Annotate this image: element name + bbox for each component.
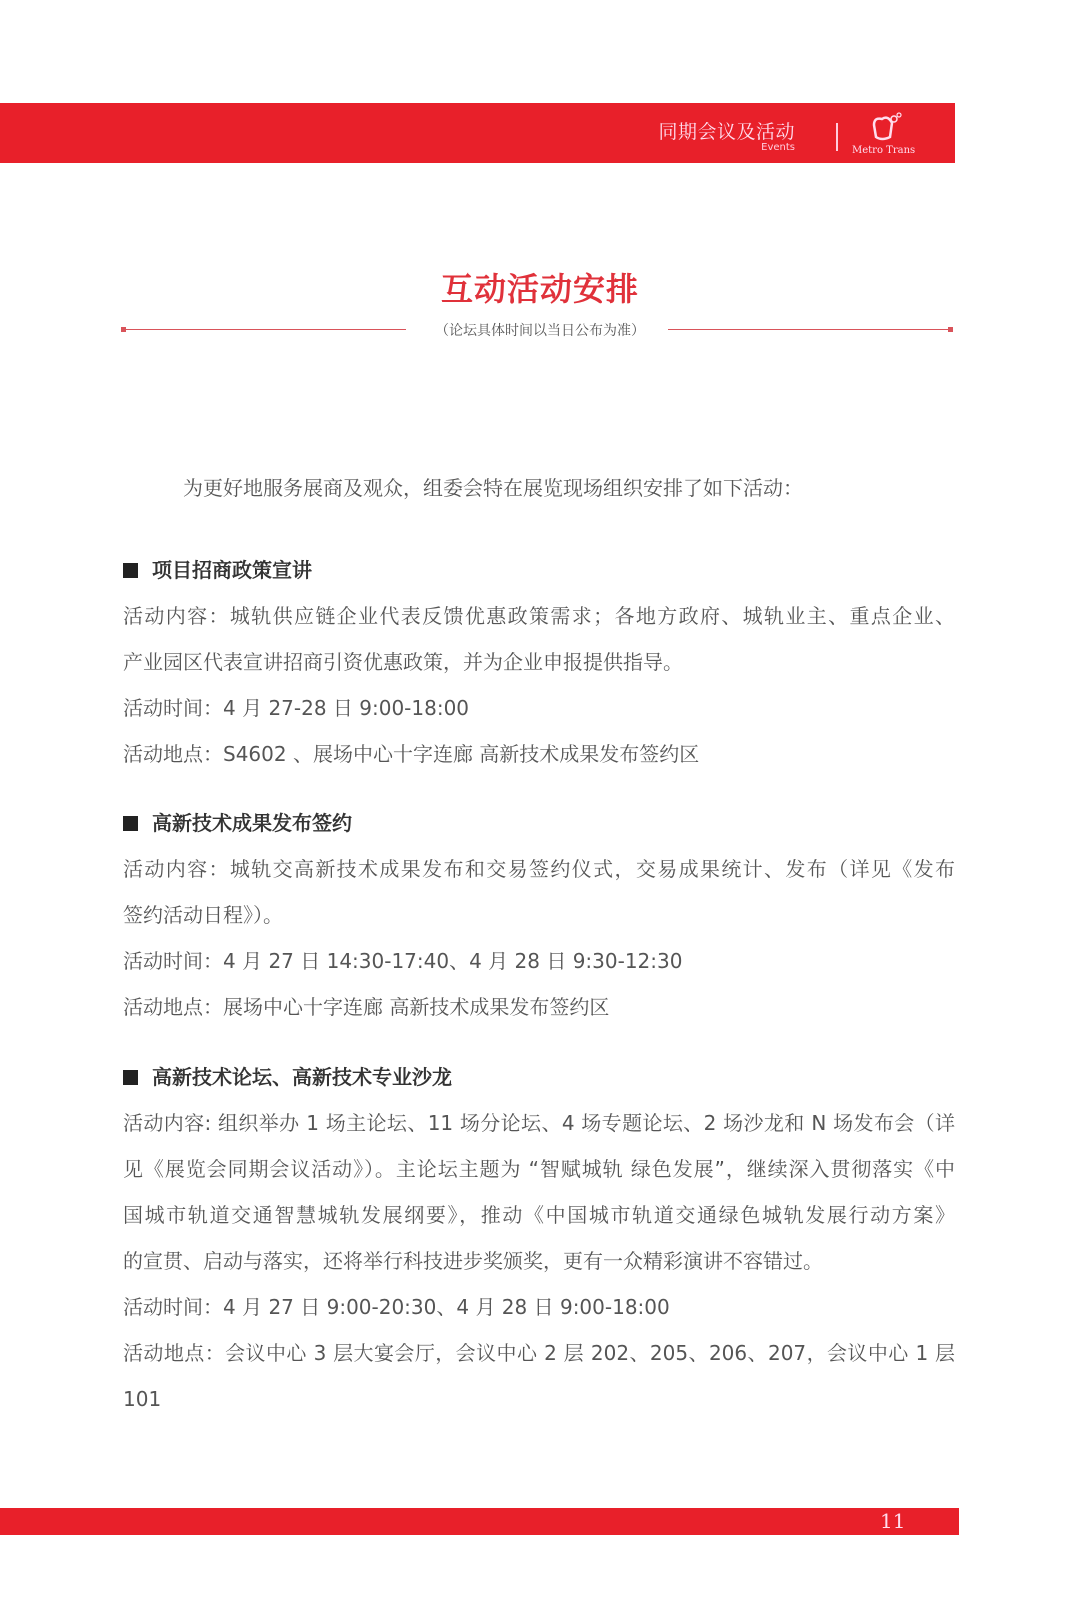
content-line: 国城市轨道交通智慧城轨发展纲要》，推动《中国城市轨道交通绿色城轨发展行动方案》 [123,1203,955,1227]
content-line: 见《展览会同期会议活动》）。主论坛主题为 “智赋城轨 绿色发展”，继续深入贯彻落实《中 [123,1157,955,1181]
page-number: 11 [880,1509,906,1533]
time-line: 活动时间：4 月 27 日 9:00-20:30、4 月 28 日 9:00-18:00 [123,1295,670,1319]
section-heading-text: 高新技术论坛、高新技术专业沙龙 [152,1065,452,1089]
section-title-cn: 同期会议及活动 [658,121,795,143]
section-investment-policy [123,547,955,777]
square-bullet-icon [123,1070,138,1085]
content-line: 活动内容: 组织举办 1 场主论坛、11 场分论坛、4 场专题论坛、2 场沙龙和 N 场发布会（详 [123,1111,955,1135]
intro-text: 为更好地服务展商及观众，组委会特在展览现场组织安排了如下活动： [183,476,803,500]
section-heading-text: 项目招商政策宣讲 [152,558,312,582]
location-line: 活动地点：会议中心 3 层大宴会厅，会议中心 2 层 202、205、206、207，会议中心 1 层 [123,1341,955,1365]
section-title-en: Events [761,142,795,153]
section-tech-forum [123,1054,955,1422]
logo-icon [868,111,904,145]
section-heading [123,547,955,593]
content-line: 活动内容：城轨供应链企业代表反馈优惠政策需求；各地方政府、城轨业主、重点企业、 [123,604,955,628]
header-bar [0,103,955,163]
content-line: 产业园区代表宣讲招商引资优惠政策，并为企业申报提供指导。 [123,650,683,674]
title-rule-right [668,329,951,330]
time-line: 活动时间：4 月 27-28 日 9:00-18:00 [123,696,470,720]
header-divider [836,123,838,151]
location-line: 活动地点：展场中心十字连廊 高新技术成果发布签约区 [123,995,610,1019]
square-bullet-icon [123,563,138,578]
logo-text: Metro Trans [852,145,916,156]
footer-bar [0,1508,959,1535]
metro-trans-logo [852,111,932,159]
section-heading-text: 高新技术成果发布签约 [152,811,352,835]
section-heading [123,1054,955,1100]
location-line: 101 [123,1387,162,1411]
content-line: 活动内容：城轨交高新技术成果发布和交易签约仪式，交易成果统计、发布（详见《发布 [123,857,955,881]
section-heading [123,800,955,846]
location-line: 活动地点：S4602 、展场中心十字连廊 高新技术成果发布签约区 [123,742,700,766]
time-line: 活动时间：4 月 27 日 14:30-17:40、4 月 28 日 9:30-12:30 [123,949,683,973]
section-tech-signing [123,800,955,1030]
content-line: 的宣贯、启动与落实，还将举行科技进步奖颁奖，更有一众精彩演讲不容错过。 [123,1249,823,1273]
content-line: 签约活动日程》）。 [123,903,283,927]
square-bullet-icon [123,816,138,831]
page-subtitle: （论坛具体时间以当日公布为准） [435,323,645,339]
page-title: 互动活动安排 [440,270,639,308]
rule-end-right [948,327,953,332]
